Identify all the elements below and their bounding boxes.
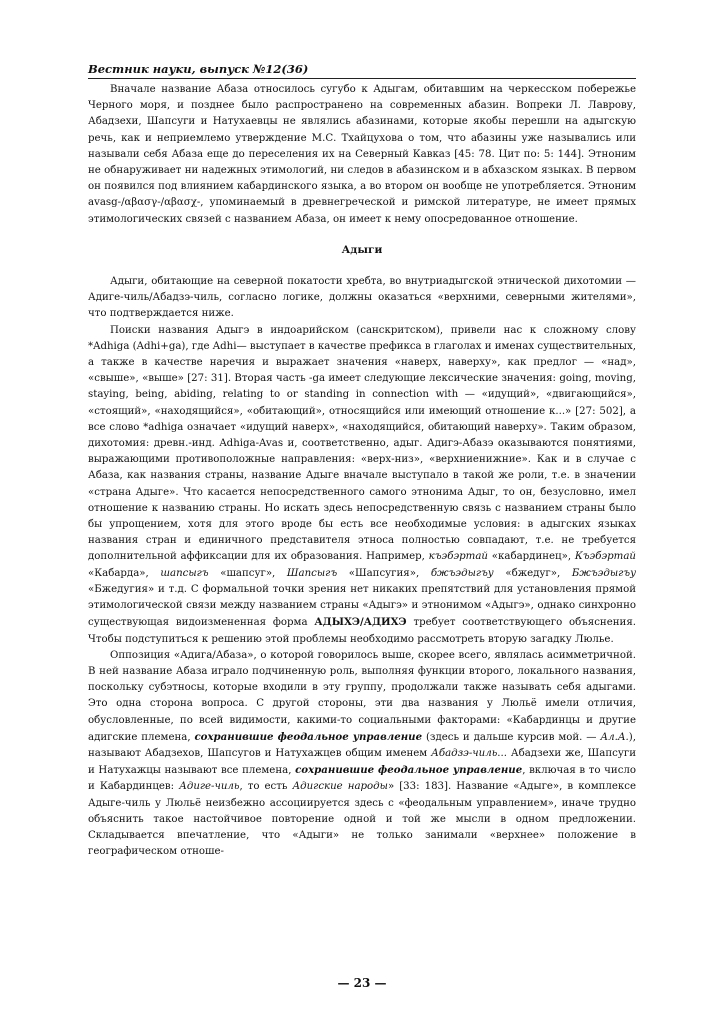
italic-term: шапсыгъ (160, 567, 209, 579)
italic-term: Адигские народы (292, 781, 388, 793)
italic-term: Ал.А. (600, 731, 629, 743)
text-run: Поиски названия Адыгэ в индоарийском (санскритском), привели нас к сложному слову *Adhiga (Adhi+ga), где Adhi— выступает в качестве префикса в глаголах и именах существительных, а также в качестве наречия и выражает значения «наверх, наверху», как предлог — «над», «свыше», «выше» [27: 31]. Вторая часть -ga имеет следующие лексические значения: going, moving, staying, being, abiding, relating to or standing in connection with — «идущий», «двигающийся», «стоящий», «находящийся», «обитающий», относящийся или имеющий отношение к...» [27: 502], а все слово *adhiga означает «идущий наверх», «находящийся, обитающий наверху». Таким образом, дихотомия: древн.-инд. Adhiga-Avas и, соответственно, адыг. Адигэ-Абазэ оказываются понятиями, выражающими противоположные направления: «верх-низ», «верхниенижние». Как и в случае с Абаза, как названия страны, название Адыге вначале выступало в такой же роли, т.е. в значении «страна Адыге». Что касается непосредственного самого этнонима Адыг, то он, безусловно, имел отношение к названию страны. Но искать здесь непосредственную связь с названием страны было бы упрощением, хотя для этого вроде бы есть все необходимые условия: в адыгских языках названия стран и единичного представителя этноса полностью совпадают, т.е. не требуется дополнительной аффиксации для их образования. Например, (88, 324, 636, 563)
italic-term: Адиге-чиль (179, 781, 240, 793)
paragraph-opposition (88, 648, 636, 861)
paragraph-abaza-origin: Вначале название Абаза относилось сугубо к Адыгам, обитавшим на черкесском побережье Черного моря, и позднее было распространено на современных абазин. Вопреки Л. Лаврову, Абадзехи, Шапсуги и Натухаевцы не являлись абазинами, которые якобы перешли на адыгскую речь, как и неприемлемо утверждение М.С. Тхайцухова о том, что абазины уже назывались или называли себя Абаза еще до переселения их на Северный Кавказ [45: 78. Цит по: 5: 144]. Этноним не обнаруживает ни надежных этимологий, ни следов в абазинском и в абхазском языках. В первом он появился под влиянием кабардинского языка, а во втором он вообще не употребляется. Этноним avasg-/αβασγ-/αβασχ-, упоминаемый в древнегреческой и римской литературе, не имеет прямых этимологических связей с названием Абаза, он имеет к нему опосредованное отношение. (88, 84, 636, 225)
text-run: , включая в то число и Кабардинцев: (88, 765, 637, 793)
italic-term: Шапсыгъ (286, 567, 338, 579)
text-run: «Бжедугия» и т.д. С формальной точки зрения нет никаких препятствий для установления прямой этимологической связи между названием страны «Адыгэ» и этнонимом «Адыгэ», однако синхронно существующая видоизмененная форма (88, 583, 636, 629)
page-number: — 23 — (337, 976, 387, 990)
journal-header: Вестник науки, выпуск №12(36) (88, 62, 636, 79)
paragraph-adygi-intro: Адыги, обитающие на северной покатости хребта, во внутриадыгской этнической дихотомии — Адиге-чиль/Абадзэ-чиль, согласно логике, должны оказаться «верхними, северными жителями», что подтверждается ниже. (88, 276, 636, 320)
text-run: «кабардинец», (487, 551, 575, 563)
text-run: «Кабарда», (88, 567, 161, 579)
italic-term: Къэбэртай (574, 551, 636, 563)
section-heading: Адыги (341, 243, 383, 256)
text-run: » [33: 183]. Название «Адыге», в комплексе Адыге-чиль у Люльё неизбежно ассоциируется здесь с «феодальным управлением», иначе трудно объяснить такое настойчивое повторение одной и той же мысли в одном предложении. Складывается впечатление, что «Адыги» не только занимали «верхнее» положение в географическом отноше- (88, 781, 637, 858)
bold-italic-term: сохранившие феодальное управление (295, 764, 523, 777)
italic-term: бжъэдыгъу (430, 567, 494, 579)
italic-term: Абадзэ-чиль (431, 747, 498, 759)
text-run: «бжедуг», (493, 567, 572, 579)
italic-term: къэбэртай (428, 551, 488, 563)
text-run: , то есть (239, 781, 293, 793)
bold-term: АДЫХЭ/АДИХЭ (314, 616, 407, 629)
text-run: «Шапсугия», (337, 567, 431, 579)
text-run: Оппозиция «Адига/Абаза», о которой говорилось выше, скорее всего, являлась асимметричной. В ней название Абаза играло подчиненную роль, выполняя функции второго, локального названия, поскольку субэтносы, которые входили в эту группу, продолжали также называть себя адыгами. Это одна сторона вопроса. С другой стороны, эти два названия у Люльё имели отличия, обусловленные, по всей видимости, какими-то социальными факторами: «Кабардинцы и другие адигские племена, (88, 649, 636, 743)
article-body (88, 82, 636, 860)
italic-term: Бжъэдыгъу (571, 567, 636, 579)
paragraph-adhiga-etymology (88, 323, 636, 648)
text-run: «шапсуг», (208, 567, 287, 579)
text-run: (здесь и дальше курсив мой. — (422, 731, 601, 743)
text-run: ), называют Абадзехов, Шапсугов и Натухажцев общим именем (88, 731, 636, 759)
bold-italic-term: сохранившие феодальное управление (194, 730, 423, 743)
text-run: требует соответствующего объяснения. Чтобы подступиться к решению этой проблемы необходимо рассмотреть вторую загадку Люлье. (88, 617, 636, 645)
text-run: ... Абадзехи же, Шапсуги и Натухажцы называют все племена, (88, 747, 636, 777)
